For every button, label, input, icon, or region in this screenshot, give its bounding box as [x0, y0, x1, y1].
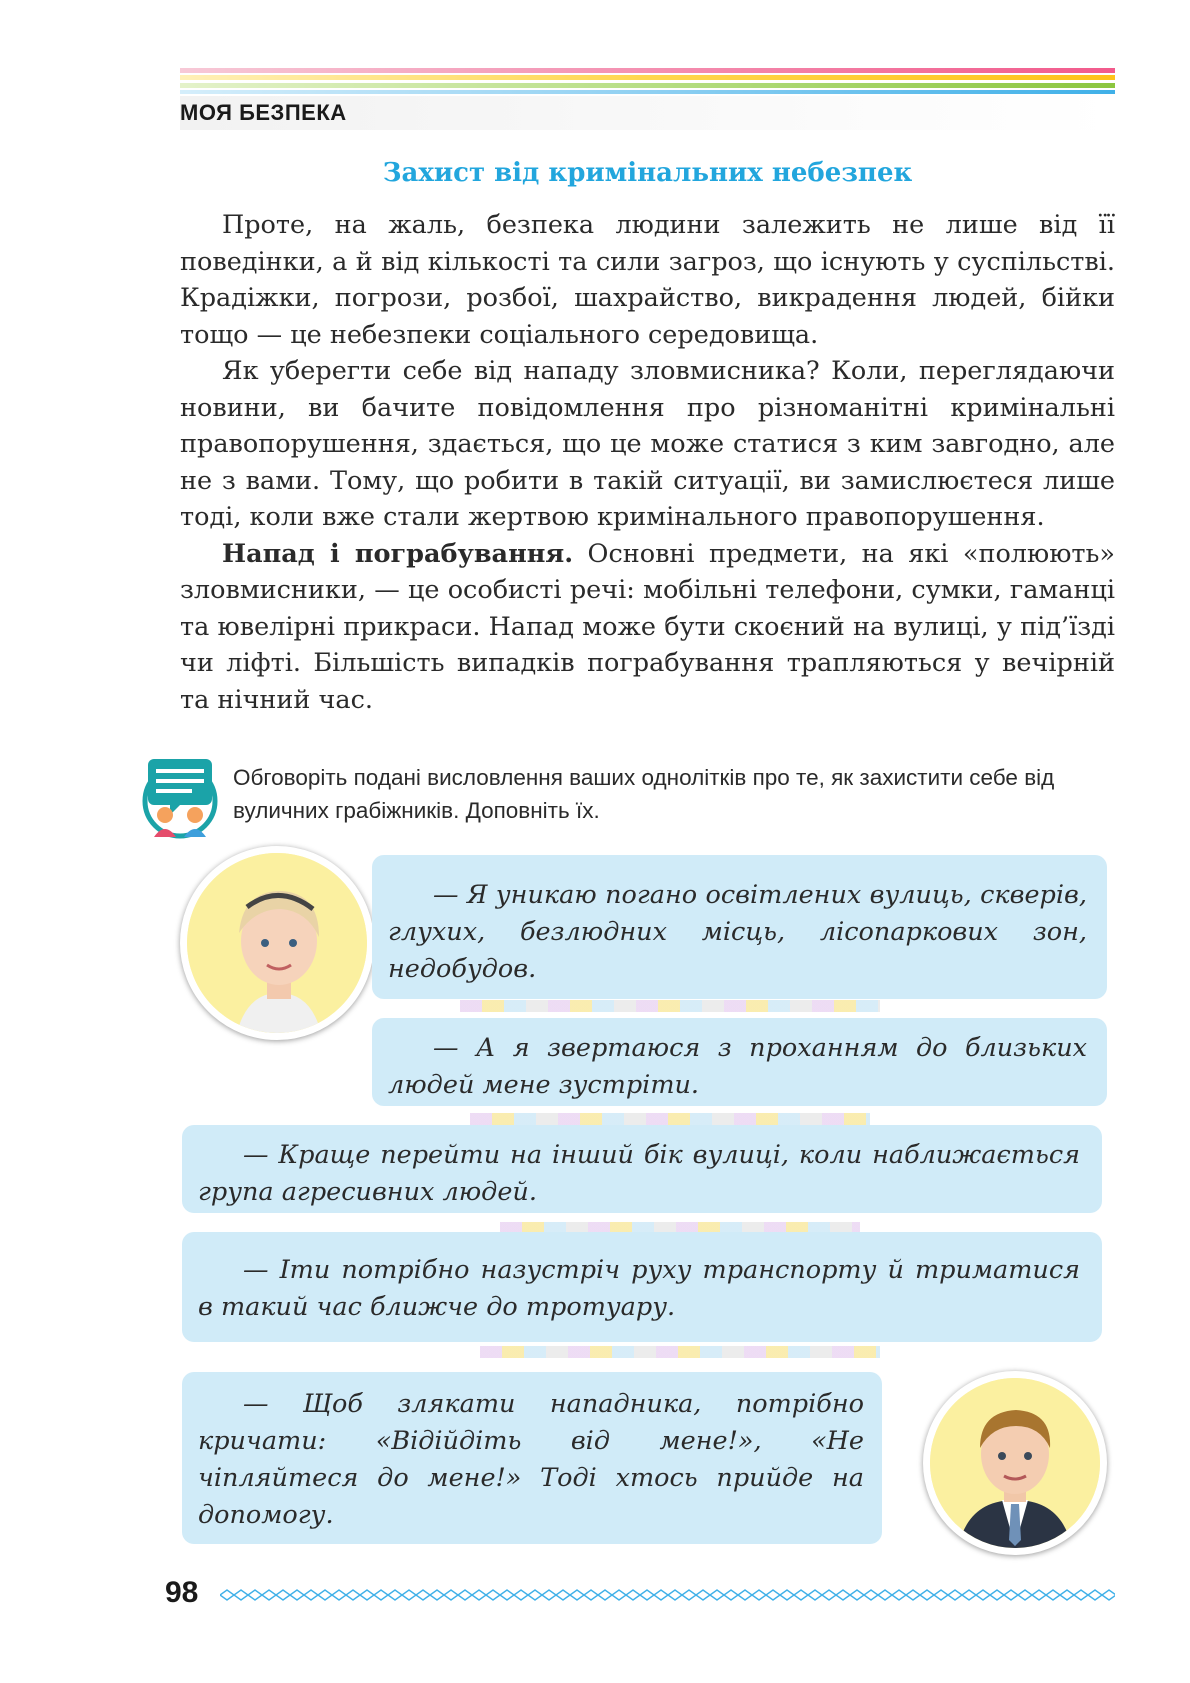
bubble-3-text: — Краще перейти на інший бік вулиці, коли наближається група агресивних людей. [198, 1140, 1080, 1207]
paragraph-3 [180, 536, 1115, 719]
paragraph-2: Як уберегти себе від нападу зловмисника? Коли, переглядаючи новини, ви бачите повідомлення про різноманітні кримінальні правопорушення, здається, що це може статися з ким завгодно, але не з вами. Тому, що робити в такій ситуації, ви замислюєтеся лише тоді, коли вже стали жертвою кримінального правопорушення. [180, 356, 1115, 532]
page-number: 98 [165, 1576, 199, 1609]
speech-bubble-4 [182, 1232, 1102, 1342]
decor-strip [470, 1113, 870, 1125]
discussion-icon [140, 757, 220, 839]
main-text [180, 207, 1115, 718]
section-label: МОЯ БЕЗПЕКА [180, 96, 1115, 130]
rainbow-stripe-blue [180, 90, 1115, 94]
rainbow-stripe-pink [180, 68, 1115, 73]
rainbow-stripe-green [180, 83, 1115, 88]
girl-avatar [180, 846, 374, 1040]
bubble-5-text: — Щоб злякати нападника, потрібно кричати: «Відійдіть від мене!», «Не чіпляйтеся до мене!» Тоді хтось прийде на допомогу. [198, 1389, 864, 1530]
decor-strip [460, 1000, 880, 1012]
paragraph-1: Проте, на жаль, безпека людини залежить не лише від її поведінки, а й від кількості та сили загроз, що існують у суспільстві. Крадіжки, погрози, розбої, шахрайство, викрадення людей, бійки тощо — це небезпеки соціального середовища. [180, 210, 1115, 350]
bubble-2-text: — А я звертаюся з проханням до близьких людей мене зустріти. [388, 1033, 1087, 1100]
speech-bubble-1 [372, 855, 1107, 999]
paragraph-3-bold: Напад і пограбування. [222, 538, 574, 569]
paragraph-3-text: Основні предмети, на які «полюють» зловмисники, — це особисті речі: мобільні телефони, сумки, гаманці та ювелірні прикраси. Напад може бути скоєний на вулиці, у під’їзді чи ліфті. Більшість випадків пограбування трапляються у вечірній та нічний час. [180, 538, 1115, 715]
task-text: Обговоріть подані висловлення ваших однолітків про те, як захистити себе від вуличних грабіжників. Доповніть їх. [233, 765, 1055, 823]
footer-pattern [220, 1588, 1115, 1602]
speech-bubble-3 [182, 1125, 1102, 1213]
bubble-4-text: — Іти потрібно назустріч руху транспорту й триматися в такий час ближче до тротуару. [198, 1255, 1080, 1322]
speech-bubble-5 [182, 1372, 882, 1544]
speech-bubble-2 [372, 1018, 1107, 1106]
rainbow-stripe-yellow [180, 75, 1115, 80]
page-heading: Захист від кримінальних небезпек [382, 158, 913, 188]
boy-avatar [923, 1371, 1107, 1555]
bubble-1-text: — Я уникаю погано освітлених вулиць, скверів, глухих, безлюдних місць, лісопаркових зон, недобудов. [388, 880, 1087, 984]
decor-strip [480, 1346, 880, 1358]
